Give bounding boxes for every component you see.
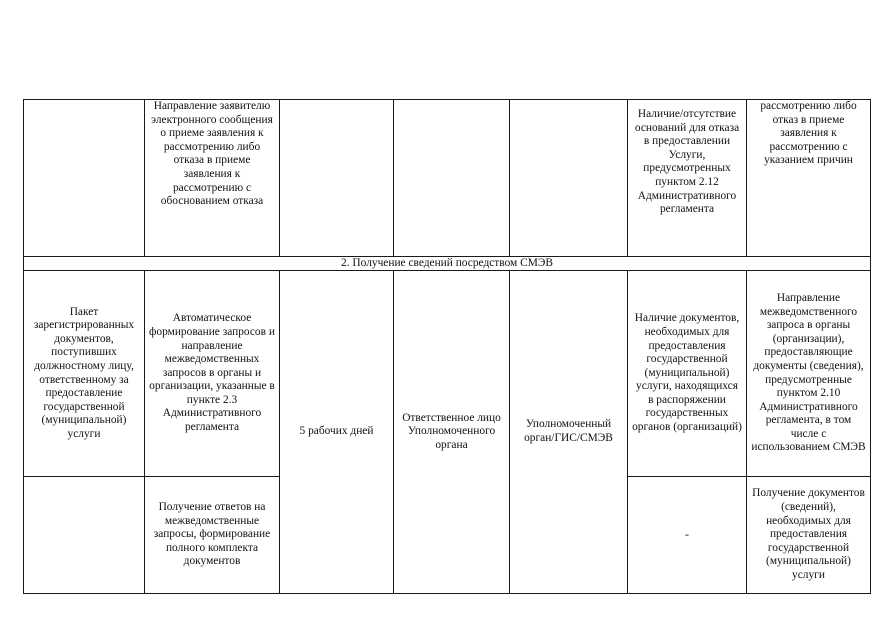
result-text: Получение документов (сведений), необходимых для предоставления государственной (муниципальной) услуги xyxy=(752,487,865,581)
table-cell-result xyxy=(747,100,871,257)
section-title: 2. Получение сведений посредством СМЭВ xyxy=(24,257,871,271)
table-cell-action xyxy=(145,477,280,594)
table-row xyxy=(24,271,871,477)
table-cell-basis xyxy=(24,477,145,594)
table-cell-criteria xyxy=(628,477,747,594)
action-text: Направление заявителю электронного сообщения о приеме заявления к рассмотрению либо отказа в приеме заявления к рассмотрению с обоснованием отказа xyxy=(151,100,273,208)
table-cell-place xyxy=(510,271,628,594)
table-cell-basis xyxy=(24,100,145,257)
term-text: 5 рабочих дней xyxy=(299,425,374,438)
basis-text: Пакет зарегистрированных документов, поступивших должностному лицу, ответственному за предоставление государственной (муниципальной) услуги xyxy=(33,305,135,440)
criteria-text: Наличие документов, необходимых для предоставления государственной (муниципальной) услуги, находящихся в распоряжении государственных органов (организаций) xyxy=(632,312,742,434)
procedure-table xyxy=(23,99,871,594)
table-cell-term xyxy=(280,271,394,594)
table-cell-action xyxy=(145,100,280,257)
action-text: Получение ответов на межведомственные запросы, формирование полного комплекта документов xyxy=(153,501,271,568)
criteria-text: - xyxy=(685,527,689,542)
criteria-text: Наличие/отсутствие оснований для отказа в предоставлении Услуги, предусмотренных пунктом 2.12 Административного регламента xyxy=(634,108,740,216)
table-cell-result xyxy=(747,271,871,477)
table-cell-criteria xyxy=(628,100,747,257)
table-cell-basis xyxy=(24,271,145,477)
table-row xyxy=(24,100,871,257)
action-text: Автоматическое формирование запросов и направление межведомственных запросов в органы и организации, указанные в пункте 2.3 Административного регламента xyxy=(149,312,275,434)
table-cell-responsible xyxy=(394,271,510,594)
section-header-row xyxy=(24,257,871,271)
table-cell-criteria xyxy=(628,271,747,477)
responsible-text: Ответственное лицо Уполномоченного органа xyxy=(402,411,501,451)
place-text: Уполномоченный орган/ГИС/СМЭВ xyxy=(524,418,613,444)
table-cell-result xyxy=(747,477,871,594)
table-cell-term xyxy=(280,100,394,257)
table-cell-place xyxy=(510,100,628,257)
result-text: рассмотрению либо отказ в приеме заявления к рассмотрению с указанием причин xyxy=(760,100,857,167)
table-cell-responsible xyxy=(394,100,510,257)
result-text: Направление межведомственного запроса в органы (организации), предоставляющие документы (сведения), предусмотренные пунктом 2.10 Административного регламента, в том числе с использованием СМЭВ xyxy=(751,291,866,454)
table-cell-action xyxy=(145,271,280,477)
